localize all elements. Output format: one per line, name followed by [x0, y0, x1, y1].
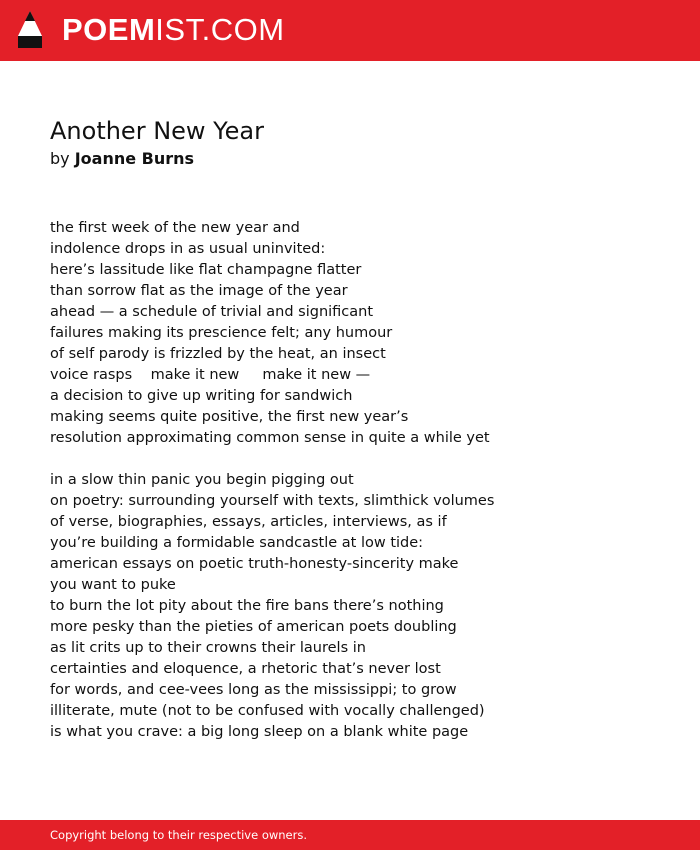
- poem-line: resolution approximating common sense in quite a while yet: [50, 430, 490, 446]
- stanza: [50, 218, 494, 449]
- poem-line: voice rasps make it new make it new —: [50, 367, 371, 383]
- brand-light-text: IST.COM: [155, 12, 285, 47]
- site-footer: [0, 820, 700, 850]
- poem-line: for words, and cee-vees long as the mississippi; to grow: [50, 682, 457, 698]
- poem-line: ahead — a schedule of trivial and significant: [50, 304, 374, 320]
- poem-line: on poetry: surrounding yourself with texts, slimthick volumes: [50, 493, 495, 509]
- pencil-tip-icon: [16, 10, 44, 50]
- author-name: Joanne Burns: [74, 149, 195, 168]
- poem-line: certainties and eloquence, a rhetoric that’s never lost: [50, 661, 441, 677]
- copyright-text: Copyright belong to their respective owners.: [50, 828, 308, 842]
- poem-line: illiterate, mute (not to be confused with vocally challenged): [50, 703, 485, 719]
- poem-line: you want to puke: [50, 577, 176, 593]
- byline-prefix: by: [50, 149, 70, 168]
- poem-line: here’s lassitude like flat champagne flatter: [50, 262, 362, 278]
- site-brand: [62, 12, 285, 48]
- poem-line: a decision to give up writing for sandwich: [50, 388, 353, 404]
- poem-line: to burn the lot pity about the fire bans there’s nothing: [50, 598, 444, 614]
- stanza: [50, 470, 494, 743]
- byline: [50, 148, 194, 170]
- poem-title: Another New Year: [50, 117, 264, 145]
- site-header: [0, 0, 700, 61]
- poem-line: of verse, biographies, essays, articles, interviews, as if: [50, 514, 447, 530]
- poem-line: is what you crave: a big long sleep on a blank white page: [50, 724, 469, 740]
- poem-line: of self parody is frizzled by the heat, an insect: [50, 346, 386, 362]
- poem-line: you’re building a formidable sandcastle at low tide:: [50, 535, 424, 551]
- poem-line: making seems quite positive, the first new year’s: [50, 409, 409, 425]
- poem-body: [50, 218, 494, 764]
- poem-line: as lit crits up to their crowns their laurels in: [50, 640, 366, 656]
- brand-bold-text: POEM: [62, 12, 156, 47]
- poem-line: indolence drops in as usual uninvited:: [50, 241, 326, 257]
- poem-line: more pesky than the pieties of american poets doubling: [50, 619, 457, 635]
- poem-line: than sorrow flat as the image of the year: [50, 283, 348, 299]
- poem-line: failures making its prescience felt; any humour: [50, 325, 393, 341]
- poem-line: the first week of the new year and: [50, 220, 300, 236]
- poem-line: in a slow thin panic you begin pigging out: [50, 472, 354, 488]
- poem-line: american essays on poetic truth-honesty-sincerity make: [50, 556, 459, 572]
